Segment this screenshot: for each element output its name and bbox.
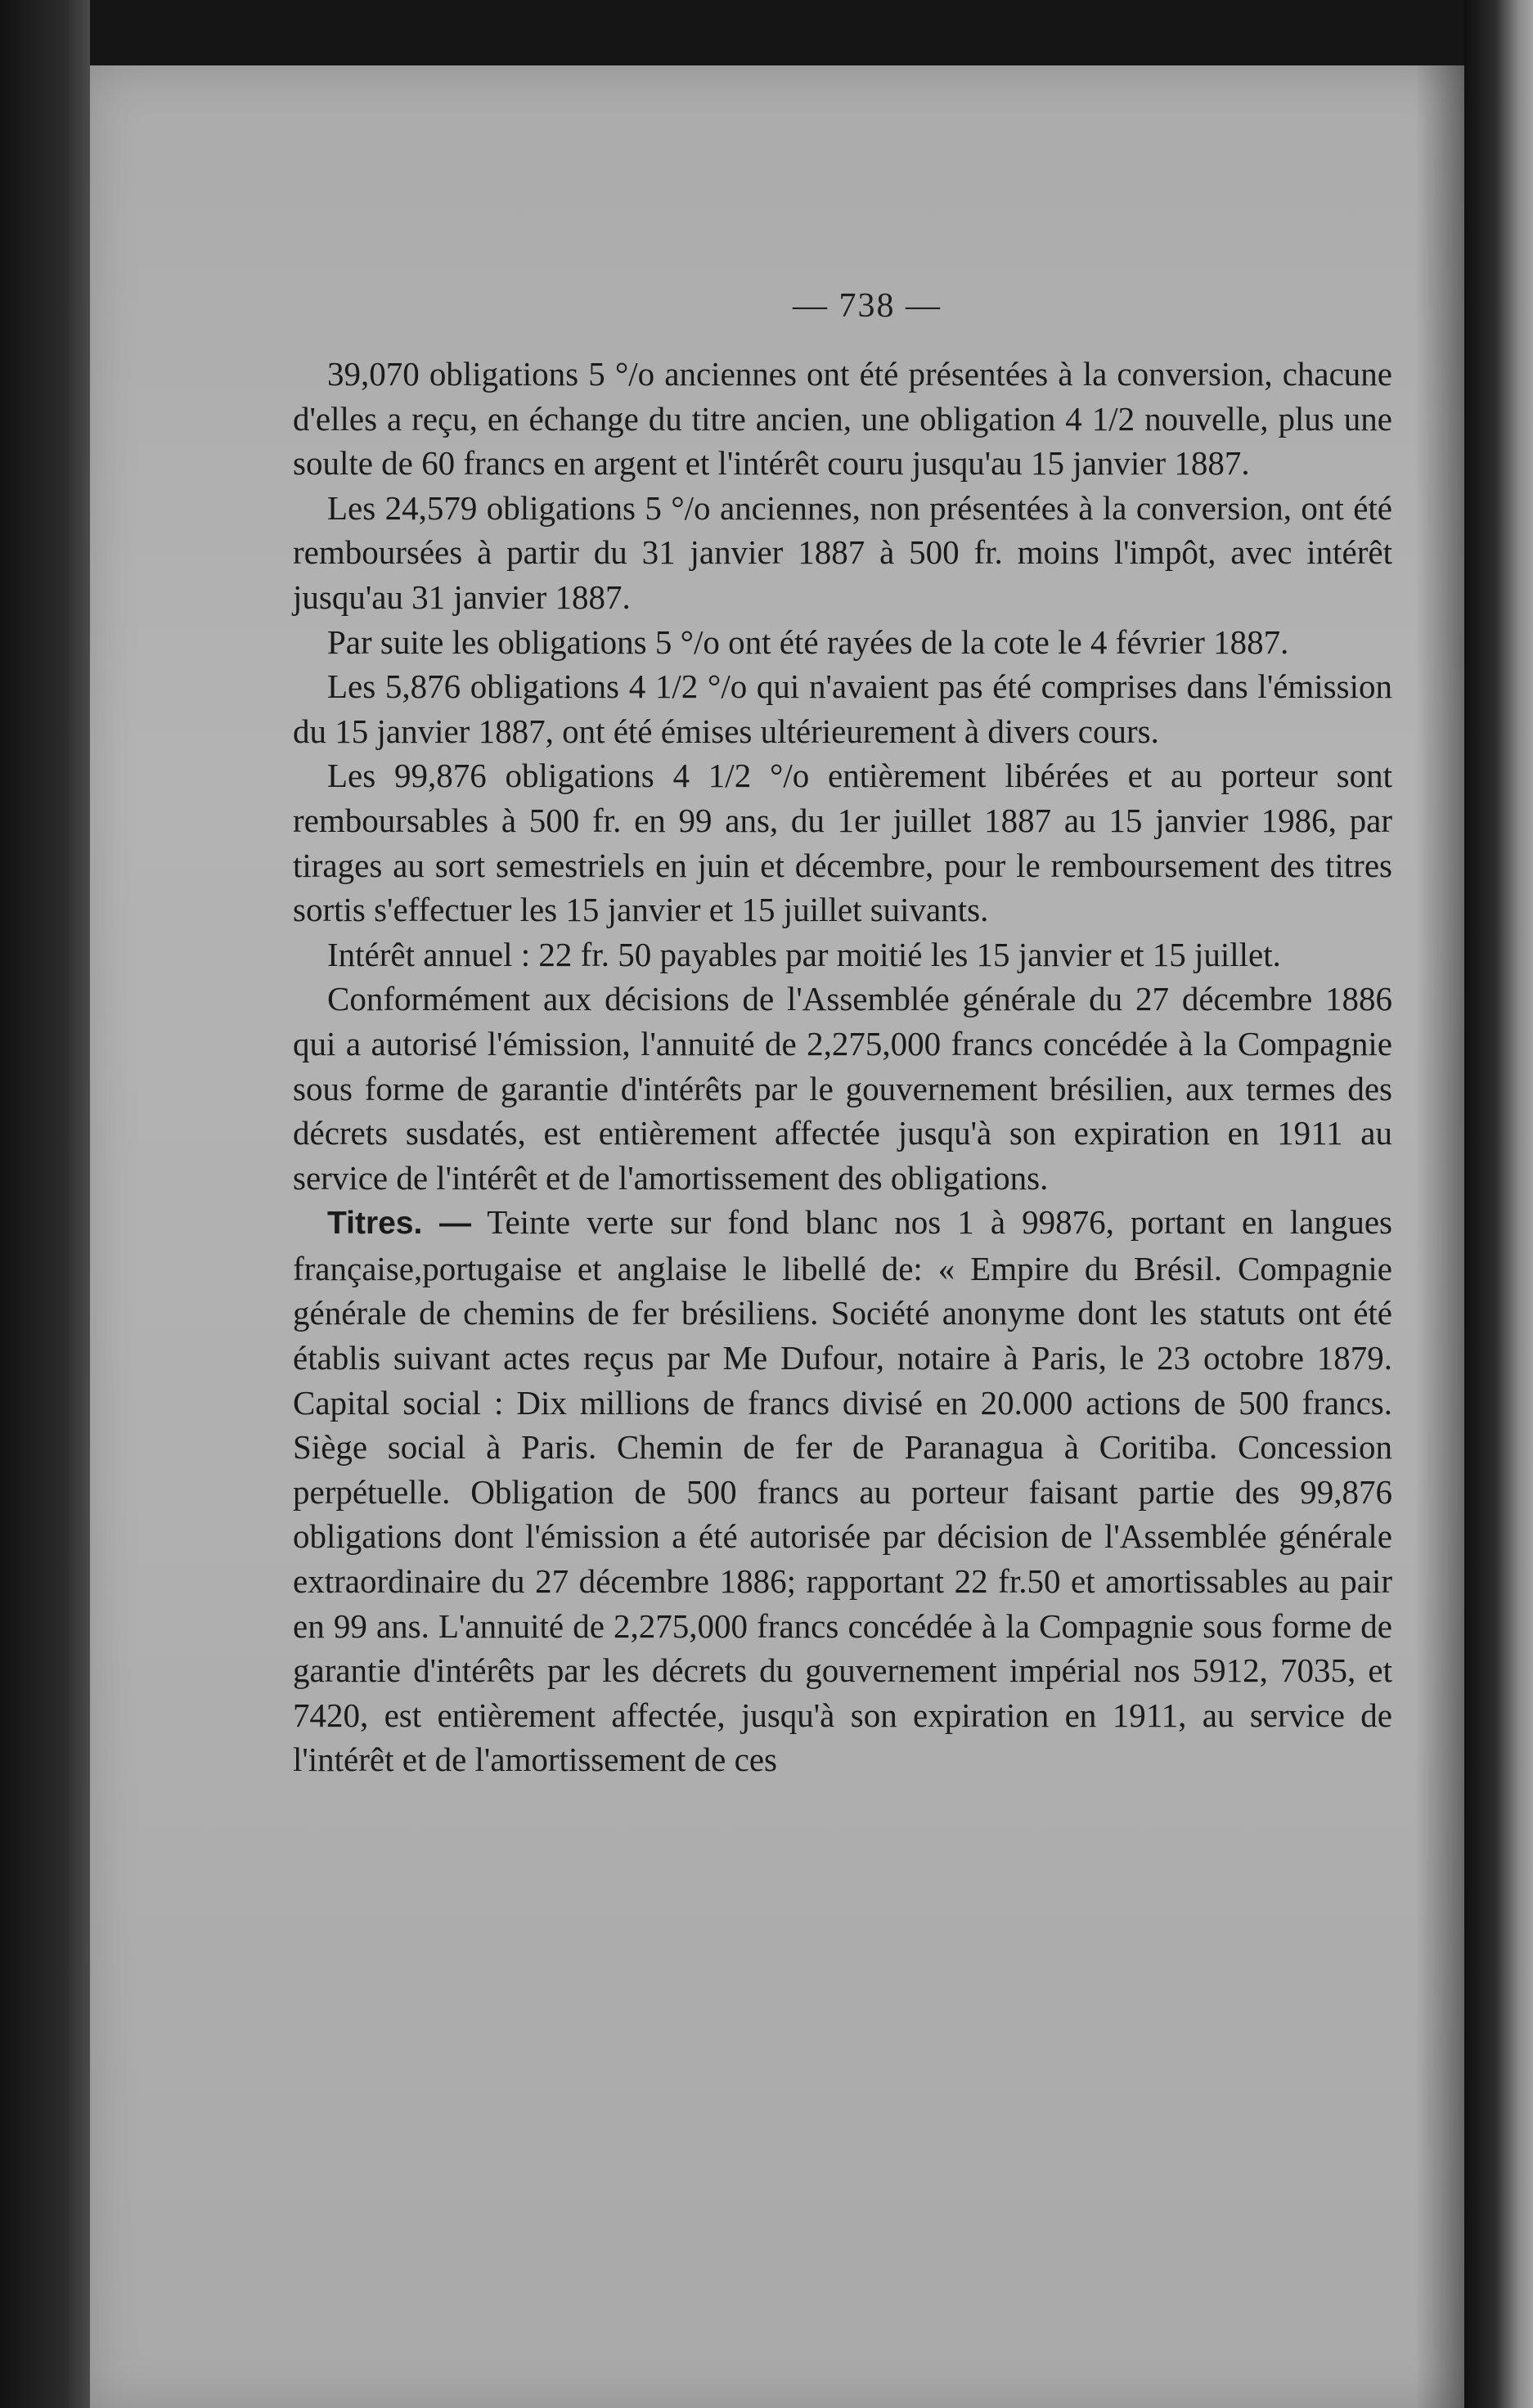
scan-border-top xyxy=(0,0,1533,65)
paragraph-remboursement: Les 24,579 obligations 5 °/o anciennes, non présentées à la conversion, ont été remboursées à partir du 31 janvier 1887 à 500 fr. moins l'impôt, avec intérêt jusqu'au 31 janvier 1887. xyxy=(293,488,1392,616)
page-gutter-shadow xyxy=(1415,65,1464,2408)
paragraph-radiation: Par suite les obligations 5 °/o ont été rayées de la cote le 4 février 1887. xyxy=(327,622,1289,661)
paragraph-garantie: Conformément aux décisions de l'Assemblée générale du 27 décembre 1886 qui a autorisé l'émission, l'annuité de 2,275,000 francs concédée à la Compagnie sous forme de garantie d'intérêts par le gouvernement brésilien, aux termes des décrets susdatés, est entièrement affectée jusqu'à son expiration en 1911 au service de l'intérêt et de l'amortissement des obligations. xyxy=(293,980,1392,1197)
titres-heading: Titres. — xyxy=(327,1206,471,1242)
body-text xyxy=(293,352,1392,1782)
paragraph-titres xyxy=(293,1200,1392,1782)
scan-border-left xyxy=(0,0,90,2408)
paragraph-amortissement: Les 99,876 obligations 4 1/2 °/o entièrement libérées et au porteur sont remboursables à 500 fr. en 99 ans, du 1er juillet 1887 au 15 janvier 1986, par tirages au sort semestriels en juin et décembre, pour le remboursement des titres sortis s'effectuer les 15 janvier et 15 juillet suivants. xyxy=(293,757,1392,929)
book-spine xyxy=(1464,0,1533,2408)
titres-description: Teinte verte sur fond blanc nos 1 à 99876, portant en langues française,portugaise et anglaise le libellé de: « Empire du Brésil. Compagnie générale de chemins de fer brésiliens. Société anonyme dont les statuts ont été établis suivant actes reçus par Me Dufour, notaire à Paris, le 23 octobre 1879. Capital social : Dix millions de francs divisé en 20.000 actions de 500 francs. Siège social à Paris. Chemin de fer de Paranagua à Coritiba. Concession perpétuelle. Obligation de 500 francs au porteur faisant partie des 99,876 obligations dont l'émission a été autorisée par décision de l'Assemblée générale extraordinaire du 27 décembre 1886; rapportant 22 fr.50 et amortissables au pair en 99 ans. L'annuité de 2,275,000 francs concédée à la Compagnie sous forme de garantie d'intérêts par les décrets du gouvernement impérial nos 5912, 7035, et 7420, est entièrement affectée, jusqu'à son expiration en 1911, au service de l'intérêt et de l'amortissement de ces xyxy=(293,1203,1393,1779)
paragraph-emission: Les 5,876 obligations 4 1/2 °/o qui n'avaient pas été comprises dans l'émission du 15 janvier 1887, ont été émises ultérieurement à divers cours. xyxy=(293,667,1392,750)
paragraph-conversion: 39,070 obligations 5 °/o anciennes ont été présentées à la conversion, chacune d'elles a reçu, en échange du titre ancien, une obligation 4 1/2 nouvelle, plus une soulte de 60 francs en argent et l'intérêt couru jusqu'au 15 janvier 1887. xyxy=(293,355,1392,483)
page-number: — 738 — xyxy=(793,287,942,325)
paragraph-interet: Intérêt annuel : 22 fr. 50 payables par moitié les 15 janvier et 15 juillet. xyxy=(327,935,1281,973)
